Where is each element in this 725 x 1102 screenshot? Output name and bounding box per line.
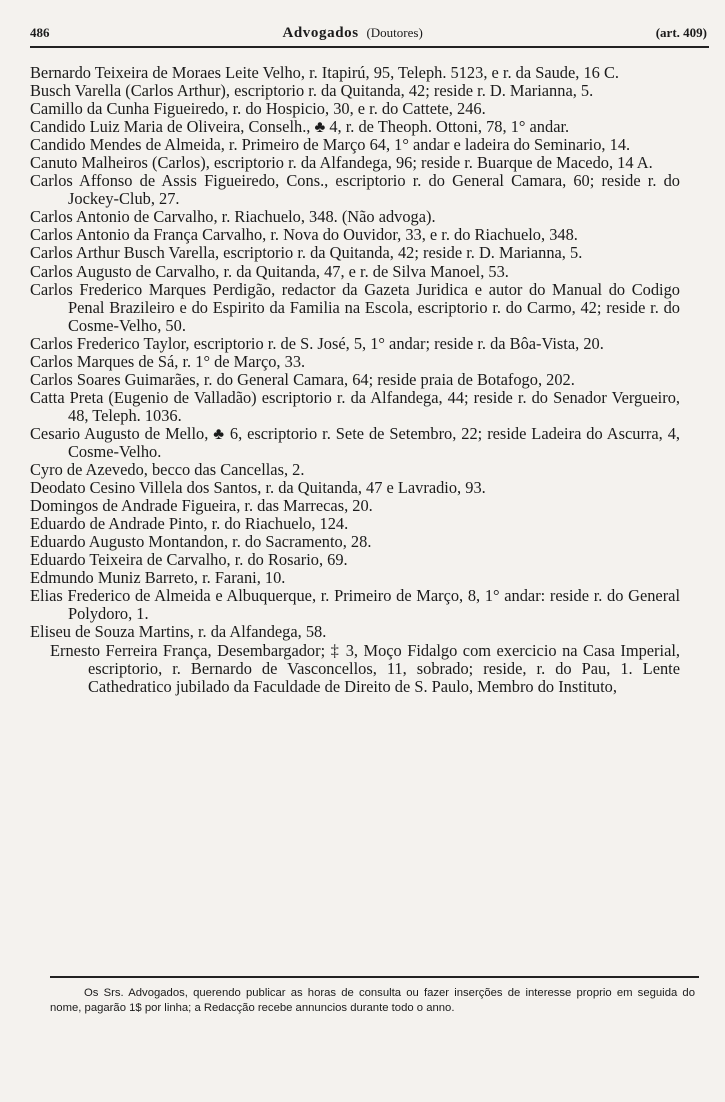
list-item: Domingos de Andrade Figueira, r. das Marrecas, 20. (30, 496, 373, 516)
list-item: Carlos Antonio de Carvalho, r. Riachuelo, 348. (Não advoga). (30, 207, 436, 227)
list-item: Bernardo Teixeira de Moraes Leite Velho, r. Itapirú, 95, Teleph. 5123, e r. da Saude, 16 C. (30, 63, 619, 82)
header-divider (30, 46, 709, 48)
page-title-main: Advogados (282, 24, 359, 41)
notice-continuation: inserções de interesse proprio em seguida do nome, pagarão 1$ por linha; a Redacção recebe annuncios durante todo o anno. (50, 987, 695, 1014)
list-item: Candido Luiz Maria de Oliveira, Conselh., ♣ 4, r. de Theoph. Ottoni, 78, 1° andar. (30, 117, 570, 137)
page-header (30, 22, 707, 44)
advocate-list (30, 64, 680, 696)
list-item: Carlos Soares Guimarães, r. do General Camara, 64; reside praia de Botafogo, 202. (30, 369, 575, 389)
list-item: Carlos Antonio da França Carvalho, r. Nova do Ouvidor, 33, e r. do Riachuelo, 348. (30, 225, 578, 245)
list-item: Deodato Cesino Villela dos Santos, r. da Quitanda, 47 e Lavradio, 93. (30, 478, 486, 498)
page-title-subtitle: (Doutores) (366, 24, 423, 40)
notice-first-line: Os Srs. Advogados, querendo publicar as horas de consulta ou fazer (84, 987, 450, 999)
list-item: Carlos Marques de Sá, r. 1° de Março, 33. (30, 351, 306, 371)
list-item: Catta Preta (Eugenio de Valladão) escriptorio r. da Alfandega, 44; reside r. do Senador Vergueiro, 48, Teleph. 1036. (30, 387, 680, 425)
list-item: Eduardo Teixeira de Carvalho, r. do Rosario, 69. (30, 550, 348, 570)
section-reference: (art. 409) (655, 25, 707, 40)
list-item: Carlos Affonso de Assis Figueiredo, Cons., escriptorio r. do General Camara, 60; reside r. do Jockey-Club, 27. (30, 171, 680, 209)
list-item: Eliseu de Souza Martins, r. da Alfandega, 58. (30, 622, 327, 642)
list-item: Ernesto Ferreira França, Desembargador; ‡ 3, Moço Fidalgo com exercicio na Casa Imperial, escriptorio, r. Bernardo de Vasconcellos, 11, sobrado; reside, r. do Pau, 1. Lente Cathedratico jubilado da Faculdade de Direito de S. Paulo, Membro do Instituto, (50, 640, 680, 696)
list-item: Edmundo Muniz Barreto, r. Farani, 10. (30, 568, 286, 588)
list-item: Carlos Frederico Marques Perdigão, redactor da Gazeta Juridica e autor do Manual do Codigo Penal Brazileiro e do Espirito da Familia na Escola, escriptorio r. do Carmo, 42; reside r. do Cosme-Velho, 50. (30, 279, 680, 335)
page-number: 486 (30, 25, 50, 40)
advertising-notice (50, 986, 695, 1016)
list-item: Canuto Malheiros (Carlos), escriptorio r. da Alfandega, 96; reside r. Buarque de Macedo, 14 A. (30, 153, 653, 173)
list-item: Eduardo de Andrade Pinto, r. do Riachuelo, 124. (30, 514, 349, 534)
list-item: Candido Mendes de Almeida, r. Primeiro de Março 64, 1° andar e ladeira do Seminario, 14. (30, 135, 631, 155)
list-item: Elias Frederico de Almeida e Albuquerque, r. Primeiro de Março, 8, 1° andar: reside r. do General Polydoro, 1. (30, 586, 680, 624)
list-item: Cyro de Azevedo, becco das Cancellas, 2. (30, 460, 305, 480)
list-item: Carlos Arthur Busch Varella, escriptorio r. da Quitanda, 42; reside r. D. Marianna, 5. (30, 243, 583, 263)
list-item: Eduardo Augusto Montandon, r. do Sacramento, 28. (30, 532, 372, 552)
footer-divider (50, 976, 699, 978)
list-item: Camillo da Cunha Figueiredo, r. do Hospicio, 30, e r. do Cattete, 246. (30, 99, 486, 119)
list-item: Busch Varella (Carlos Arthur), escriptorio r. da Quitanda, 42; reside r. D. Marianna, 5. (30, 81, 594, 101)
list-item: Carlos Augusto de Carvalho, r. da Quitanda, 47, e r. de Silva Manoel, 53. (30, 261, 509, 281)
list-item: Carlos Frederico Taylor, escriptorio r. de S. José, 5, 1° andar; reside r. da Bôa-Vista, 20. (30, 333, 604, 353)
list-item: Cesario Augusto de Mello, ♣ 6, escriptorio r. Sete de Setembro, 22; reside Ladeira do Ascurra, 4, Cosme-Velho. (30, 423, 680, 461)
page-title (282, 25, 422, 42)
